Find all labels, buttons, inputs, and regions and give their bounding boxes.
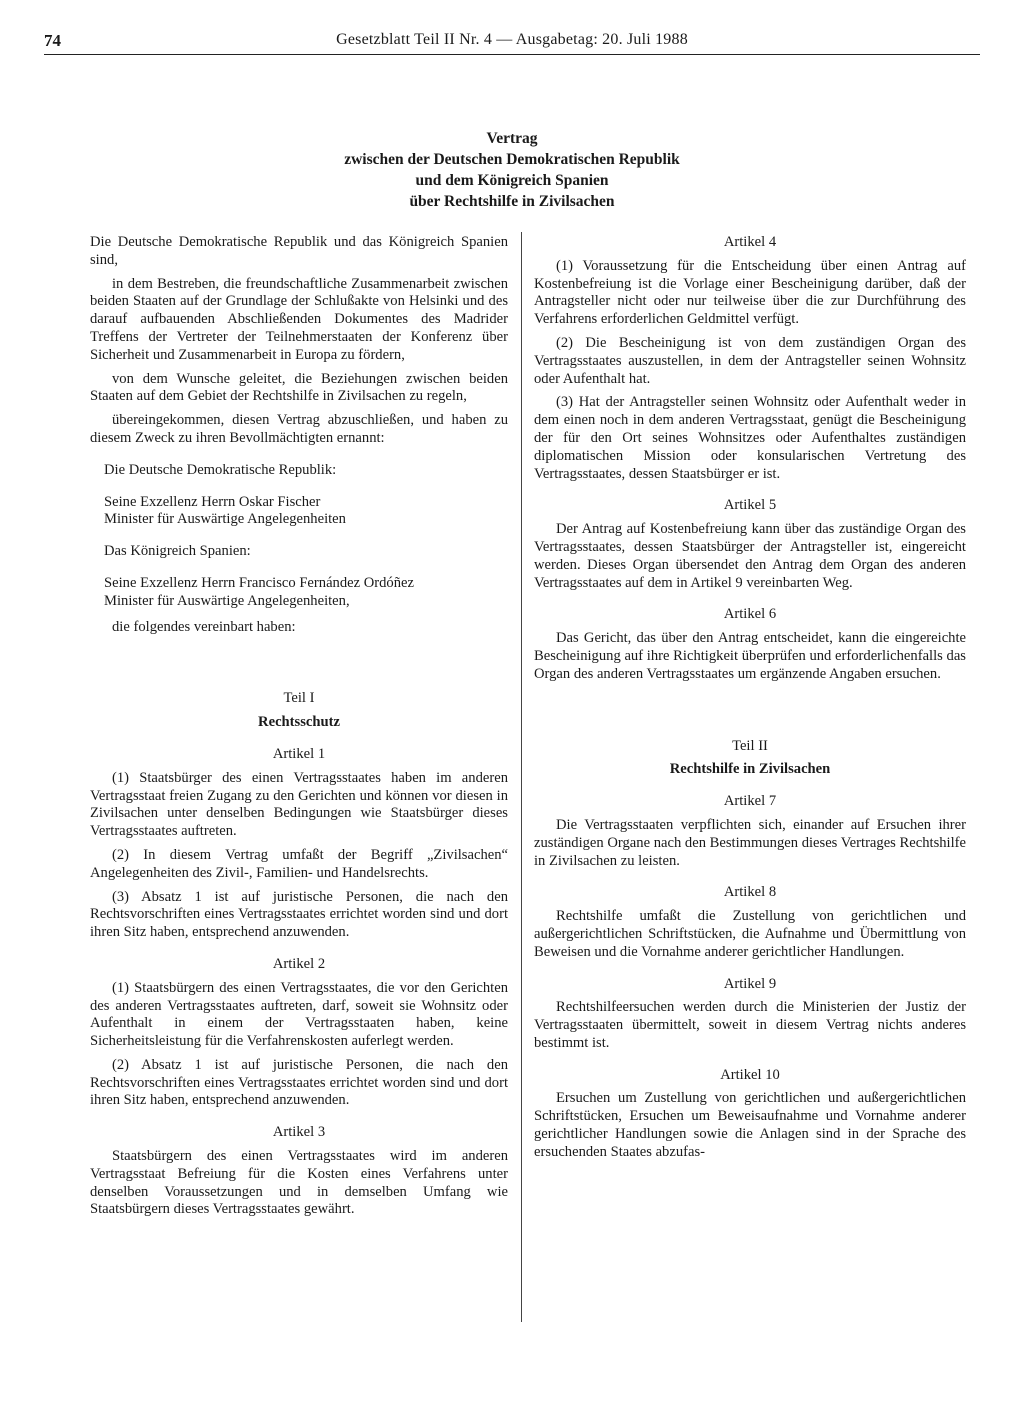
right-column	[534, 234, 966, 1168]
article-heading: Artikel 5	[723, 497, 777, 514]
article-paragraph: Ersuchen um Zustellung von gerichtlichen und außergerichtlichen Schriftstücken, Ersuchen um Beweisaufnahme und Vornahme anderer gerichtlicher Handlungen sowie die Anlagen sind in der Sprache des ersuchenden Staates abzufas-	[534, 1090, 966, 1160]
title-line-4: über Rechtshilfe in Zivilsachen	[409, 193, 615, 210]
article-5	[534, 497, 966, 592]
article-3	[90, 1124, 508, 1219]
article-paragraph: (1) Voraussetzung für die Entscheidung über einen Antrag auf Kostenbefreiung ist die Vorlage einer Bescheinigung darüber, daß der Antragsteller nicht oder nur teilweise über die zur Durchführung des Verfahrens erforderlichen Geldmittel verfügt.	[534, 257, 966, 328]
article-10	[534, 1067, 966, 1162]
representative-name: Seine Exzellenz Herrn Francisco Fernández Ordóñez	[104, 574, 414, 591]
article-paragraph: (1) Staatsbürgern des einen Vertragsstaates, die vor den Gerichten des anderen Vertragsstaates auftreten, darf, soweit sie Wohnsitz oder Aufenthalt in einem der Vertragsstaaten haben, keine Sicherheitsleistung für die Verfahrenskosten auferlegt werden.	[90, 979, 508, 1050]
document-title	[0, 128, 1024, 212]
article-paragraph: (2) Absatz 1 ist auf juristische Personen, die nach den Rechtsvorschriften eines Vertragsstaates errichtet worden sind und dort ihren Sitz haben, entsprechend anzuwenden.	[90, 1056, 508, 1109]
title-line-2: zwischen der Deutschen Demokratischen Republik	[344, 151, 680, 168]
part-title: Rechtshilfe in Zivilsachen	[669, 761, 831, 778]
article-2	[90, 956, 508, 1110]
publication-header: Gesetzblatt Teil II Nr. 4 — Ausgabetag: 20. Juli 1988	[336, 31, 688, 48]
preamble-closing: die folgendes vereinbart haben:	[112, 618, 296, 635]
preamble-paragraph: in dem Bestreben, die freundschaftliche Zusammenarbeit zwischen beiden Staaten auf der Grundlage der Schlußakte von Helsinki und des darauf aufbauenden Abschließenden Dokumentes des Madrider Treffens der Vertreter der Teilnehmerstaaten der Konferenz über Sicherheit und Zusammenarbeit in Europa zu fördern,	[90, 275, 508, 363]
article-1	[90, 746, 508, 942]
article-7	[534, 793, 966, 870]
article-heading: Artikel 9	[723, 975, 777, 992]
party-name: Das Königreich Spanien:	[104, 543, 251, 560]
part-label: Teil II	[732, 737, 768, 754]
article-paragraph: Rechtshilfe umfaßt die Zustellung von gerichtlichen und außergerichtlichen Schriftstücken, die Aufnahme und Übermittlung von Beweisen und die Vornahme anderer gerichtlicher Handlungen.	[534, 908, 966, 960]
article-paragraph: (3) Absatz 1 ist auf juristische Personen, die nach den Rechtsvorschriften eines Vertragsstaates errichtet worden sind und dort ihren Sitz haben, entsprechend anzuwenden.	[90, 888, 508, 941]
representative-name: Seine Exzellenz Herrn Oskar Fischer	[104, 493, 321, 510]
article-paragraph: Der Antrag auf Kostenbefreiung kann über das zuständige Organ des Vertragsstaates, dessen Staatsbürger der Antragsteller ist, eingereicht werden. Dieses Organ übersendet den Antrag dem Organ des anderen Vertragsstaates auf dem in Artikel 9 vereinbarten Weg.	[534, 521, 966, 591]
article-heading: Artikel 7	[723, 793, 777, 810]
article-9	[534, 976, 966, 1053]
preamble-paragraph: übereingekommen, diesen Vertrag abzuschließen, und haben zu diesem Zweck zu ihren Bevollmächtigten ernannt:	[90, 412, 508, 446]
title-line-1: Vertrag	[486, 130, 538, 147]
title-line-3: und dem Königreich Spanien	[415, 172, 609, 189]
part-title: Rechtsschutz	[258, 714, 340, 731]
article-paragraph: (1) Staatsbürger des einen Vertragsstaates haben im anderen Vertragsstaat freien Zugang zu den Gerichten und können vor diesen in Zivilsachen unter denselben Bedingungen wie Staatsbürger dieses Vertragsstaates auftreten.	[90, 769, 508, 840]
plenipotentiaries	[104, 462, 508, 611]
article-paragraph: Rechtshilfeersuchen werden durch die Ministerien der Justiz der Vertragsstaaten übermittelt, soweit in diesem Vertrag nichts anderes bestimmt ist.	[534, 999, 966, 1051]
representative-role: Minister für Auswärtige Angelegenheiten	[104, 511, 346, 528]
page-number: 74	[44, 31, 61, 50]
part-label: Teil I	[283, 690, 315, 707]
preamble-paragraph: Die Deutsche Demokratische Republik und das Königreich Spanien sind,	[90, 234, 508, 268]
article-paragraph: (2) Die Bescheinigung ist von dem zuständigen Organ des Vertragsstaates auszustellen, in dem der Antragsteller seinen Wohnsitz oder Aufenthalt hat.	[534, 334, 966, 387]
article-8	[534, 884, 966, 961]
article-heading: Artikel 1	[272, 745, 326, 762]
representative-role: Minister für Auswärtige Angelegenheiten,	[104, 592, 350, 609]
article-paragraph: Staatsbürgern des einen Vertragsstaates wird im anderen Vertragsstaat Befreiung für die Kosten eines Verfahrens unter denselben Voraussetzungen und in demselben Umfang wie Staatsbürgern dieses Vertragsstaates gewährt.	[90, 1148, 508, 1218]
article-paragraph: (2) In diesem Vertrag umfaßt der Begriff „Zivilsachen“ Angelegenheiten des Zivil-, Familien- und Handelsrechts.	[90, 846, 508, 881]
article-4	[534, 234, 966, 483]
article-heading: Artikel 4	[723, 234, 777, 250]
article-paragraph: Die Vertragsstaaten verpflichten sich, einander auf Ersuchen ihrer zuständigen Organe nach den Bestimmungen dieses Vertrages Rechtshilfe in Zivilsachen zu leisten.	[534, 816, 966, 869]
article-heading: Artikel 10	[720, 1066, 780, 1083]
article-heading: Artikel 6	[723, 606, 777, 623]
article-paragraph: (3) Hat der Antragsteller seinen Wohnsitz oder Aufenthalt weder in dem einen noch in dem anderen Vertragsstaat, genügt die Bescheinigung der für den Ort seines Wohnsitzes oder Aufenthaltes zuständigen diplomatischen Mission oder konsularischen Vertretung des Vertragsstaates, dessen Staatsbürger er ist.	[534, 394, 966, 482]
article-6	[534, 606, 966, 683]
preamble-paragraph: von dem Wunsche geleitet, die Beziehungen zwischen beiden Staaten auf dem Gebiet der Rechtshilfe in Zivilsachen zu regeln,	[90, 370, 508, 405]
article-paragraph: Das Gericht, das über den Antrag entscheidet, kann die eingereichte Bescheinigung auf ihre Richtigkeit überprüfen und erforderlichenfalls das Organ des anderen Vertragsstaates um ergänzende Angaben ersuchen.	[534, 630, 966, 682]
page-header	[44, 28, 980, 55]
left-column	[90, 234, 508, 1225]
party-name: Die Deutsche Demokratische Republik:	[104, 461, 337, 478]
article-heading: Artikel 3	[272, 1124, 326, 1141]
article-heading: Artikel 8	[723, 884, 777, 901]
article-heading: Artikel 2	[272, 955, 326, 972]
column-divider	[521, 232, 522, 1322]
